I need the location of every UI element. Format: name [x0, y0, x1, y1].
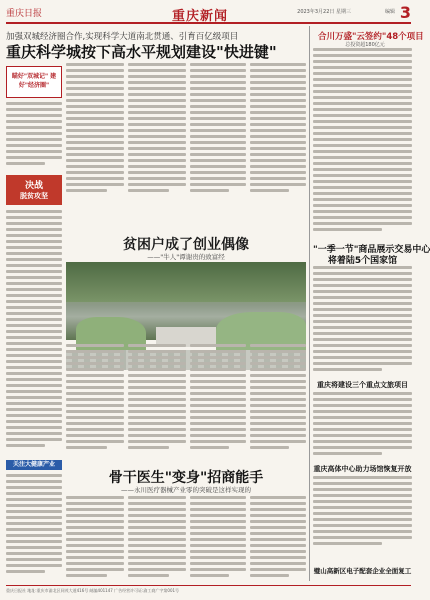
sidebar-item4-body [313, 476, 412, 556]
lead-headline: 重庆科学城按下高水平规划建设"快进键" [6, 43, 277, 61]
feature-body-col-4 [250, 344, 306, 456]
lower-body-col-4 [250, 496, 306, 580]
sidebar-item4-title: 重庆高体中心助力场馆恢复开放 [313, 465, 412, 473]
column-label-line2: 脱贫攻坚 [20, 192, 48, 200]
quote-box [6, 66, 62, 98]
lower-body-col-2 [128, 496, 186, 580]
sidebar-item2-title-line2: 将着陆5个国家馆 [327, 256, 398, 266]
sidebar-item3-title: 重庆将建设三个重点文旅项目 [317, 381, 408, 389]
lead-body-col-2 [66, 63, 124, 198]
section-tag-label: 关注大健康产业 [12, 461, 55, 468]
lower-subtitle: ——永川医疗器械产业零的突破是这样实现的 [121, 486, 251, 494]
lower-body-col-1 [66, 496, 124, 580]
feature-body-col-1 [66, 344, 124, 456]
lower-body-col-3 [190, 496, 246, 580]
lower-left-col [6, 474, 62, 580]
footer: 重庆日报社 地址:重庆市渝北区同茂大道416号 邮编401147 广告经营许可证:渝工商广字第001号 [6, 585, 411, 595]
page-number: 3 [399, 3, 411, 22]
photo-mountain-ridge [66, 262, 306, 302]
lower-headline: 骨干医生"变身"招商能手 [108, 470, 264, 486]
section-tag [6, 460, 62, 470]
dateline: 2023年3月22日 星期三 [297, 9, 351, 15]
left-body-col [6, 210, 62, 455]
sidebar-item1-title: 合川万盛"云签约"48个项目 [318, 32, 424, 42]
lead-body-col-1 [6, 102, 62, 172]
sidebar-item1-subtitle: 总投资超180亿元 [345, 42, 385, 48]
newspaper-brand: 重庆日报 [6, 9, 43, 19]
masthead [6, 4, 411, 24]
feature-subtitle: ——"牛人"谭谢贵的致富经 [147, 253, 225, 261]
quote-box-text: 瞄好"双城记" 建好"经济圈" [11, 73, 57, 89]
lead-kicker: 加强双城经济圈合作,实现科学大道南北贯通、引育百亿级项目 [6, 32, 239, 42]
column-label [6, 175, 62, 205]
sidebar-item3-body [313, 392, 412, 462]
column-label-line1: 决战 [24, 181, 43, 191]
feature-photo [66, 262, 306, 340]
lead-body-col-5 [250, 63, 306, 198]
feature-body-col-3 [190, 344, 246, 456]
feature-body-col-2 [128, 344, 186, 456]
sidebar-item5-title: 璧山高新区电子配套企业全面复工 [313, 567, 412, 575]
lead-body-col-4 [190, 63, 246, 198]
sidebar-item2-title: "一季一节"商品展示交易中心 [313, 245, 430, 255]
edition-label: 编辑 [384, 9, 395, 15]
feature-title: 贫困户成了创业偶像 [123, 237, 249, 253]
column-divider [309, 26, 310, 581]
section-title: 重庆新闻 [172, 9, 229, 24]
sidebar-item2-body [313, 266, 412, 376]
lead-body-col-3 [128, 63, 186, 198]
sidebar-item1-body [313, 48, 412, 238]
